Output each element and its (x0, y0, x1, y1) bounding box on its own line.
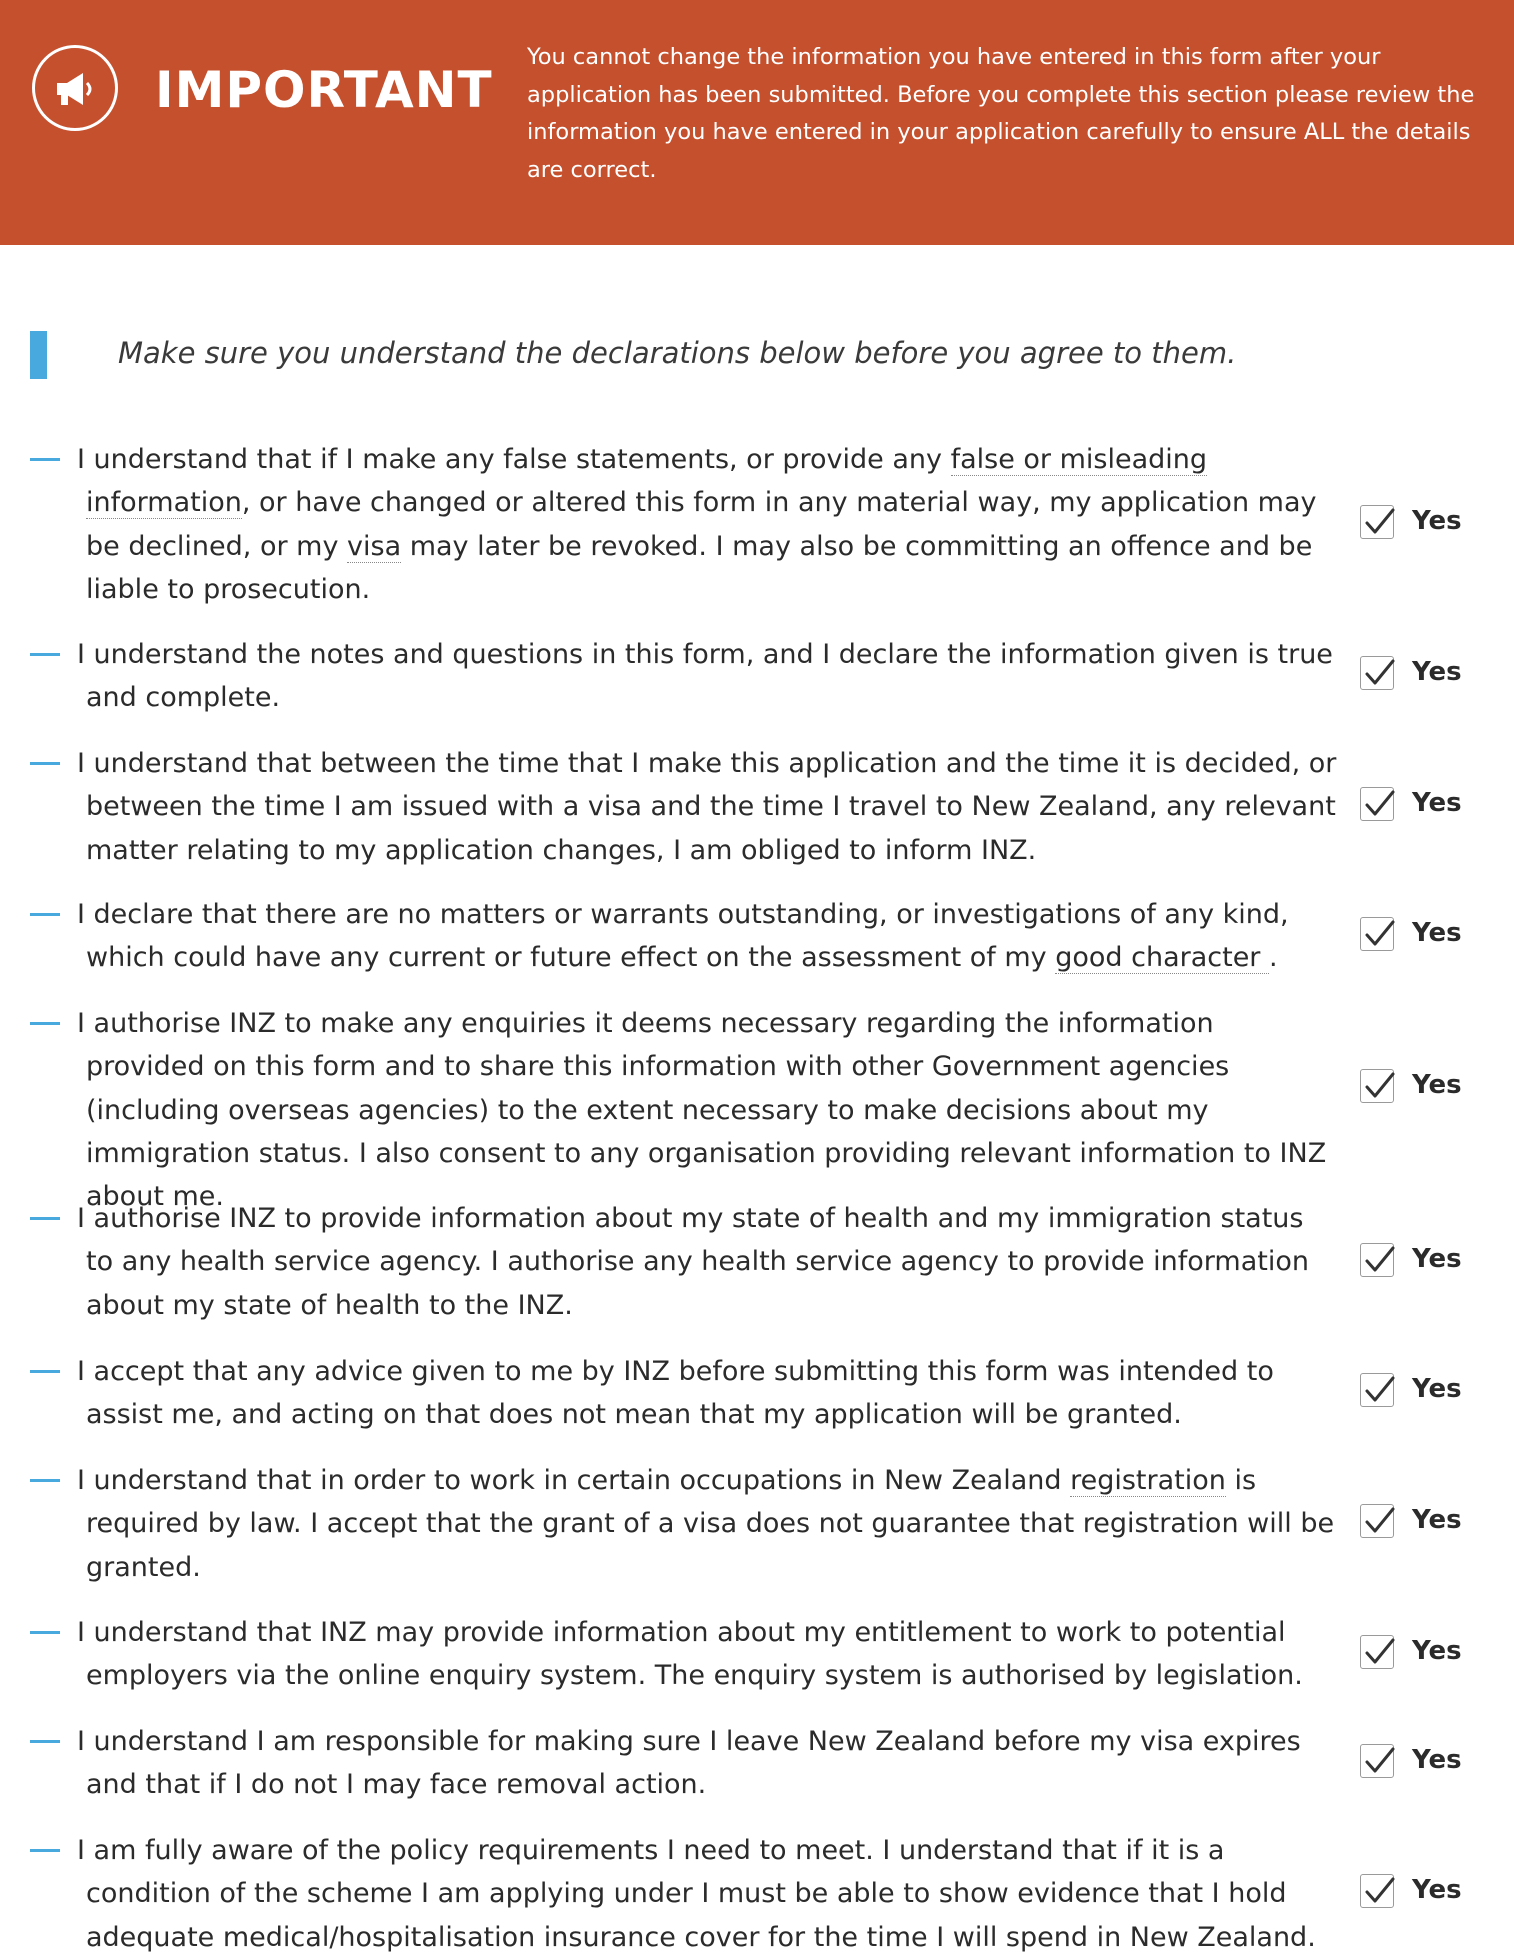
yes-label[interactable]: Yes (1412, 1244, 1462, 1274)
declaration-text (77, 742, 1337, 872)
glossary-term-link[interactable]: registration (1070, 1465, 1226, 1496)
bullet-dash (30, 653, 60, 656)
agree-checkbox[interactable] (1360, 505, 1394, 539)
checkmark-icon (1363, 1372, 1395, 1406)
agree-checkbox[interactable] (1360, 1373, 1394, 1407)
agree-checkbox[interactable] (1360, 787, 1394, 821)
checkmark-icon (1363, 1242, 1395, 1276)
declaration-text-part: may later be revoked. I may also be committing an offence and be liable to prosecution. (86, 530, 1313, 605)
declaration-text (77, 1829, 1337, 1959)
declaration-text-part: . (1269, 942, 1278, 974)
important-banner (0, 0, 1514, 245)
bullet-dash (30, 913, 60, 916)
checkmark-icon (1363, 916, 1395, 950)
agree-checkbox[interactable] (1360, 1635, 1394, 1669)
agree-checkbox[interactable] (1360, 1069, 1394, 1103)
declaration-text-part: I understand that between the time that I make this application and the time it is decided, or between the time I am issued with a visa and the time I travel to New Zealand, any relevant matter relating to my application changes, I am obliged to inform INZ. (77, 748, 1337, 866)
declaration-text-part: I authorise INZ to provide information about my state of health and my immigration status to any health service agency. I authorise any health service agency to provide information about my state of health to the INZ. (77, 1203, 1309, 1321)
yes-label[interactable]: Yes (1412, 1374, 1462, 1404)
declaration-text (77, 1002, 1337, 1218)
yes-label[interactable]: Yes (1412, 1745, 1462, 1775)
declaration-text (77, 1720, 1337, 1807)
intro-accent-bar (30, 331, 47, 379)
declaration-text-part: I am fully aware of the policy requirements I need to meet. I understand that if it is a condition of the scheme I am applying under I must be able to show evidence that I hold adequate medical/hospitalisation insurance cover for the time I will spend in New Zealand. (77, 1835, 1316, 1953)
declaration-text-part: I declare that there are no matters or warrants outstanding, or investigations of any kind, which could have any current or future effect on the assessment of my (77, 899, 1289, 974)
agree-checkbox[interactable] (1360, 1504, 1394, 1538)
checkmark-icon (1363, 655, 1395, 689)
bullet-dash (30, 1022, 60, 1025)
yes-label[interactable]: Yes (1412, 1875, 1462, 1905)
declaration-text (77, 1459, 1337, 1589)
banner-message: You cannot change the information you have entered in this form after your application has been submitted. Before you complete this section please review the information you have entered in your application carefully to ensure ALL the details are correct. (527, 44, 1475, 183)
glossary-term-link[interactable]: good character (1055, 942, 1269, 974)
yes-label[interactable]: Yes (1412, 1070, 1462, 1100)
declaration-text (77, 1350, 1337, 1437)
checkmark-icon (1363, 504, 1395, 538)
declaration-text (77, 1611, 1337, 1698)
yes-label[interactable]: Yes (1412, 506, 1462, 536)
declaration-text-part: I understand that in order to work in certain occupations in New Zealand (77, 1465, 1071, 1496)
agree-checkbox[interactable] (1360, 917, 1394, 951)
yes-label[interactable]: Yes (1412, 1636, 1462, 1666)
megaphone-icon (32, 45, 118, 131)
declaration-text-part: I understand that if I make any false statements, or provide any (77, 444, 951, 475)
bullet-dash (30, 1849, 60, 1852)
agree-checkbox[interactable] (1360, 1874, 1394, 1908)
bullet-dash (30, 1370, 60, 1373)
declaration-text (77, 438, 1337, 611)
glossary-term-link[interactable]: false or misleading information (86, 444, 1208, 519)
declaration-text-part: I authorise INZ to make any enquiries it deems necessary regarding the information provided on this form and to share this information with other Government agencies (including overseas agencies) to the extent necessary to make decisions about my immigration status. I also consent to any organisation providing relevant information to INZ about me. (77, 1008, 1327, 1213)
declaration-text (77, 633, 1337, 720)
checkmark-icon (1363, 1634, 1395, 1668)
yes-label[interactable]: Yes (1412, 788, 1462, 818)
declaration-text-part: I understand I am responsible for making sure I leave New Zealand before my visa expires and that if I do not I may face removal action. (77, 1726, 1301, 1801)
agree-checkbox[interactable] (1360, 1744, 1394, 1778)
declaration-text-part: I understand the notes and questions in this form, and I declare the information given is true and complete. (77, 639, 1333, 714)
bullet-dash (30, 458, 60, 461)
intro-text: Make sure you understand the declarations below before you agree to them. (118, 336, 1237, 370)
checkmark-icon (1363, 1068, 1395, 1102)
bullet-dash (30, 762, 60, 765)
declaration-text-part: is required by law. I accept that the grant of a visa does not guarantee that registration will be granted. (86, 1465, 1335, 1583)
declaration-text-part: I accept that any advice given to me by INZ before submitting this form was intended to assist me, and acting on that does not mean that my application will be granted. (77, 1356, 1274, 1431)
declaration-text-part: , or have changed or altered this form in any material way, my application may be declined, or my (86, 487, 1317, 562)
bullet-dash (30, 1631, 60, 1634)
agree-checkbox[interactable] (1360, 1243, 1394, 1277)
agree-checkbox[interactable] (1360, 656, 1394, 690)
yes-label[interactable]: Yes (1412, 657, 1462, 687)
banner-title: IMPORTANT (155, 61, 493, 119)
glossary-term-link[interactable]: visa (347, 530, 402, 562)
yes-label[interactable]: Yes (1412, 918, 1462, 948)
bullet-dash (30, 1479, 60, 1482)
checkmark-icon (1363, 786, 1395, 820)
declaration-text-part: I understand that INZ may provide information about my entitlement to work to potential employers via the online enquiry system. The enquiry system is authorised by legislation. (77, 1617, 1303, 1692)
yes-label[interactable]: Yes (1412, 1505, 1462, 1535)
bullet-dash (30, 1217, 60, 1220)
checkmark-icon (1363, 1873, 1395, 1907)
declaration-text (77, 893, 1337, 980)
bullet-dash (30, 1740, 60, 1743)
declaration-text (77, 1197, 1337, 1327)
checkmark-icon (1363, 1503, 1395, 1537)
checkmark-icon (1363, 1743, 1395, 1777)
